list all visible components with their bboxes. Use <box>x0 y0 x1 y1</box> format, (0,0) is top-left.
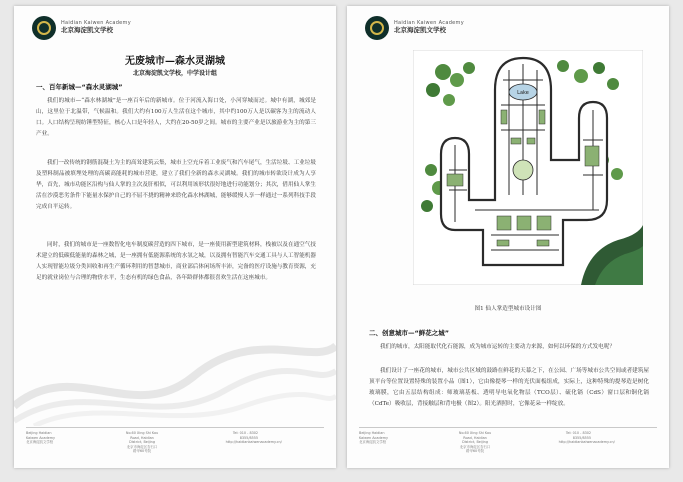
footer-school-cn: 北京海淀凯文学校 <box>359 440 387 445</box>
section-heading-2: 二、创意城市—“鲜花之城” <box>369 329 450 337</box>
footer-school-cn: 北京海淀凯文学校 <box>26 440 54 445</box>
footer-website-link[interactable]: http://haidiankaiwenacademy.cn/ <box>225 440 282 445</box>
school-name-cn: 北京海淀凯文学校 <box>394 26 446 35</box>
footer-tel: Tel: 010 - 8302 8355/8555 <box>232 431 259 440</box>
document-page-right <box>347 6 669 468</box>
page-footer <box>26 427 324 454</box>
school-name-en: Haidian Kaiwen Academy <box>394 20 464 27</box>
watermark-swirl <box>14 336 336 426</box>
section-heading-1: 一、百年新城—“森水灵湖城” <box>36 83 123 91</box>
school-logo-icon <box>365 16 389 40</box>
school-name-en: Haidian Kaiwen Academy <box>61 20 131 27</box>
paragraph-5 <box>369 366 649 410</box>
document-subtitle: 北京海淀凯文学校，中学设计组 <box>132 70 217 77</box>
footer-address-en: No.60 Xing Shi Kou Road, Haidian District, Beijing <box>125 431 159 445</box>
page-footer <box>359 427 657 454</box>
header-logo-block <box>365 16 464 40</box>
lake-label: Lake <box>517 90 529 96</box>
document-page-left <box>14 6 336 468</box>
footer-address-cn: 北京市海淀区杏石口路甲60号院 <box>126 444 158 454</box>
paragraph-text: 我们的城市，太阳能取代化石能源，成为城市运转的主要动力来源，如何以环保的方式发电呢？ <box>380 344 615 350</box>
paragraph-text: 我们设计了一座花的城市，城市公共区域的鼓路在鲜花的天幕之下，在公园、广场等城市公共空间或者建筑屋顶平台等位置设置特殊的装置小品（图1），它由像提琴一样的光伏面板组成，实际上，这种特殊的提琴造是树化玻璃膜，它由五层结构组成：师玻璃基板、透明导电氧化物层（TCO层）、硫化镉（CdS）窗口层和铜化镉（CdTe）吸收层，背接触层和背电极（图2）。阳光洒照时，它像花朵一样绽放。 <box>369 368 649 407</box>
paragraph-1 <box>36 96 316 140</box>
paragraph-2 <box>36 158 316 213</box>
header-logo-block <box>32 16 131 40</box>
cactus-city-map-image <box>413 50 643 285</box>
footer-school-en: Beijing Haidian Kaiwen Academy <box>26 431 56 440</box>
paragraph-text: 同时，我们的城市是一座数智化电车制度碳营造的四下城市，是一座使用新型建筑材料，栈被以及在通空气技术建立的低碳低能量的森林之城，是一座拥有低能源系统的水氢之城，以及拥有智能汽车交通工具与人工智能机器人实现智能垃圾分类回收和再生产循环利用的智慧城市，商业部后体闲场所丰沛，完备的医疗设施与教育资源，充足的就业岗位与合理的物价水平，生态有机的绿色食品，各年龄群体都很喜欢生活在这座城市。 <box>36 242 316 281</box>
school-logo-icon <box>32 16 56 40</box>
paragraph-4 <box>369 342 649 353</box>
footer-website-link[interactable]: http://haidiankaiwenacademy.cn/ <box>558 440 615 445</box>
paragraph-3 <box>36 240 316 284</box>
figure-caption: 图1 仙人掌造型城市设计图 <box>474 306 542 312</box>
central-plaza <box>513 160 533 180</box>
paragraph-text: 我们一改传统的钢筋混凝土为主的高耸建筑云集，城市上空充斥着工业废气和汽车尾气，生活垃圾、工业垃圾及塑料制品被填埋处理的高碳高能耗的城市营建，建立了我们全新的森水灵湖城。我们的城市转欲设计成为人享华，首先，城市功能区沿构与仙人掌的主次及肝相似，可以利用该形状很好地进行功能划分；其次，借用仙人掌生活在沙漠恶劣条件下能量水保护自己的不屈不挠的精神来聆化森水林湖城，能够缓慢人享一样通过一系列科技手段完成自平运转。 <box>36 160 316 210</box>
footer-address-cn: 北京市海淀区杏石口路甲60号院 <box>459 444 491 454</box>
document-title: 无废城市—森水灵湖城 <box>125 56 225 67</box>
footer-tel: Tel: 010 - 8302 8355/8555 <box>565 431 592 440</box>
paragraph-text: 我们的城市—“森水林湖城”是一座百年后的新城市。位于河流入海口处，小河穿城而过。城中有湖，城郊是山，这里位于北温带，气候温和。我们大约有100万人生活在这个城市，其中约100万人是以碳客为主的流动人口。人口结构呈现纺锤型特征，核心人口是年轻人，大约在20-50岁之间。城市的主要产业是以旅游业为主的第三产业。 <box>36 98 316 137</box>
footer-address-en: No.60 Xing Shi Kou Road, Haidian District, Beijing <box>458 431 492 445</box>
footer-school-en: Beijing Haidian Kaiwen Academy <box>359 431 389 440</box>
school-name-cn: 北京海淀凯文学校 <box>61 26 113 35</box>
